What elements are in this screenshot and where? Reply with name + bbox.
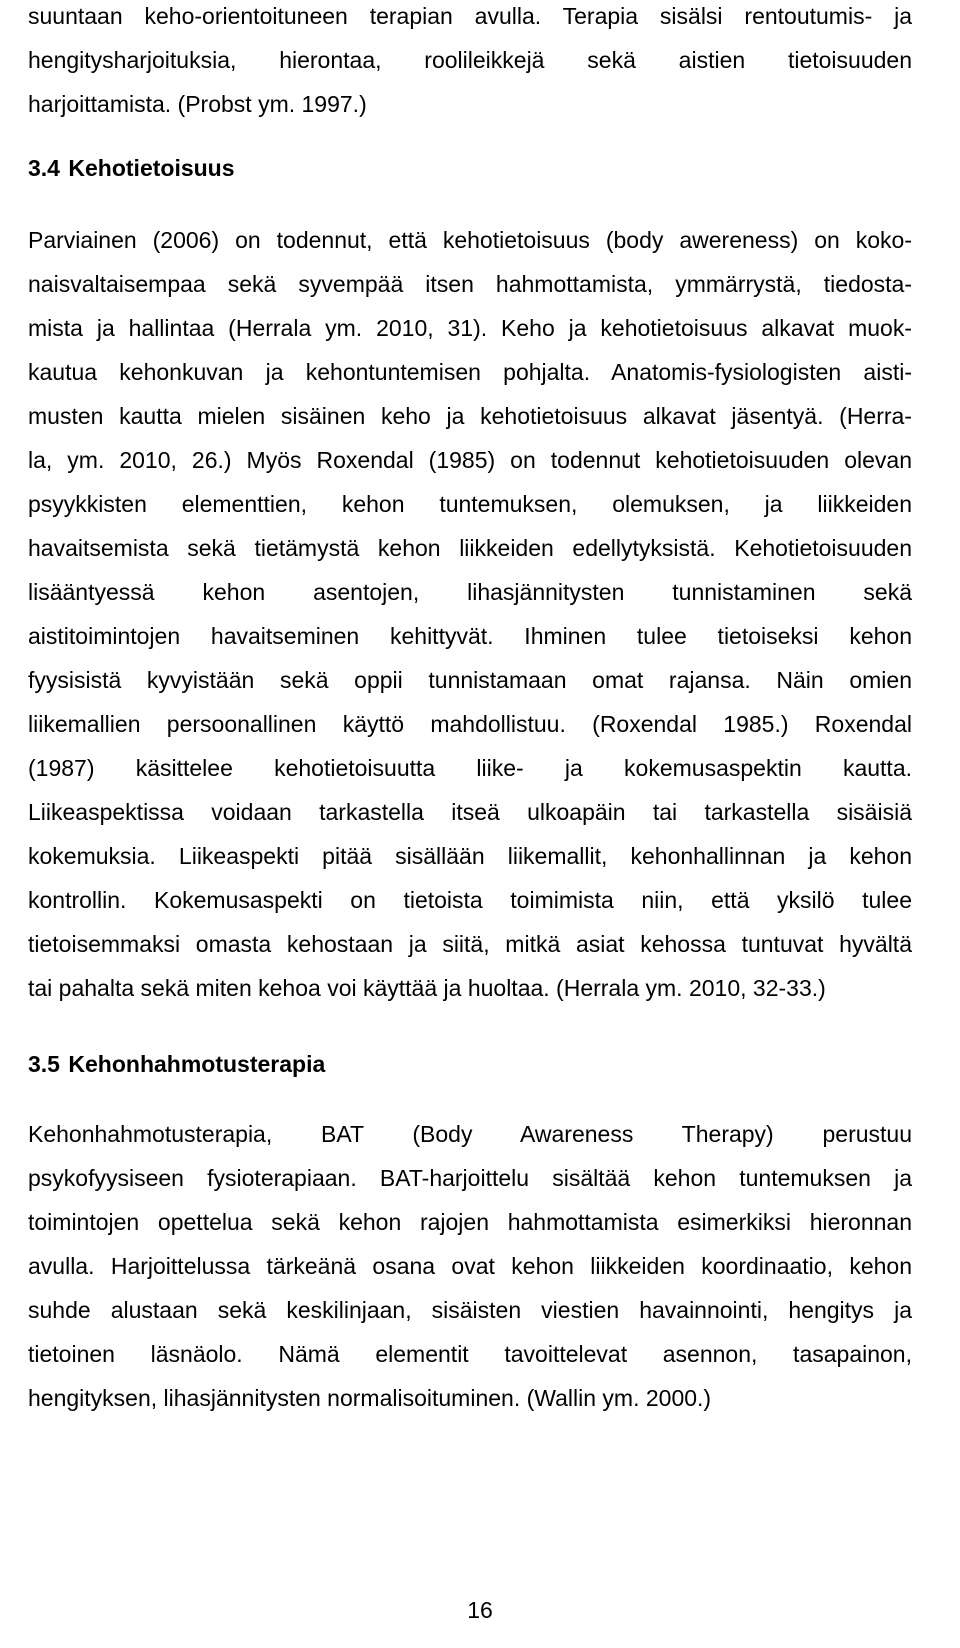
intro-line-3: harjoittamista. (Probst ym. 1997.) [28, 91, 367, 117]
section-3-5-number: 3.5 [28, 1051, 60, 1077]
s34-line-7: psyykkisten elementtien, kehon tuntemuksen, olemuksen, ja liikkeiden [28, 491, 912, 517]
s34-line-6: la, ym. 2010, 26.) Myös Roxendal (1985) on todennut kehotietoisuuden olevan [28, 447, 912, 473]
page-number: 16 [467, 1597, 493, 1623]
s34-line-4: kautua kehonkuvan ja kehontuntemisen pohjalta. Anatomis-fysiologisten aisti- [28, 359, 912, 385]
s34-line-16: kontrollin. Kokemusaspekti on tietoista toimimista niin, että yksilö tulee [28, 887, 912, 913]
section-3-5-paragraph [28, 1112, 912, 1420]
s34-line-1: Parviainen (2006) on todennut, että kehotietoisuus (body awereness) on koko- [28, 227, 912, 253]
s34-line-17: tietoisemmaksi omasta kehostaan ja siitä, mitkä asiat kehossa tuntuvat hyvältä [28, 931, 912, 957]
section-3-4-heading [28, 146, 235, 190]
s35-line-3: toimintojen opettelua sekä kehon rajojen hahmottamista esimerkiksi hieronnan [28, 1209, 912, 1235]
section-3-4-paragraph [28, 218, 912, 1010]
s34-line-2: naisvaltaisempaa sekä syvempää itsen hahmottamista, ymmärrystä, tiedosta- [28, 271, 912, 297]
s34-line-8: havaitsemista sekä tietämystä kehon liikkeiden edellytyksistä. Kehotietoisuuden [28, 535, 912, 561]
s35-line-5: suhde alustaan sekä keskilinjaan, sisäisten viestien havainnointi, hengitys ja [28, 1297, 912, 1323]
s34-line-3: mista ja hallintaa (Herrala ym. 2010, 31). Keho ja kehotietoisuus alkavat muok- [28, 315, 912, 341]
s34-line-18: tai pahalta sekä miten kehoa voi käyttää ja huoltaa. (Herrala ym. 2010, 32-33.) [28, 975, 826, 1001]
s35-line-6: tietoinen läsnäolo. Nämä elementit tavoittelevat asennon, tasapainon, [28, 1341, 912, 1367]
s34-line-5: musten kautta mielen sisäinen keho ja kehotietoisuus alkavat jäsentyä. (Herra- [28, 403, 912, 429]
s35-line-1: Kehonhahmotusterapia, BAT (Body Awareness Therapy) perustuu [28, 1121, 912, 1147]
s35-line-7: hengityksen, lihasjännitysten normalisoituminen. (Wallin ym. 2000.) [28, 1385, 712, 1411]
intro-line-1: suuntaan keho-orientoituneen terapian avulla. Terapia sisälsi rentoutumis- ja [28, 3, 912, 29]
section-3-4-number: 3.4 [28, 155, 60, 181]
s34-line-9: lisääntyessä kehon asentojen, lihasjännitysten tunnistaminen sekä [28, 579, 912, 605]
section-3-5-heading [28, 1042, 325, 1086]
s34-line-12: liikemallien persoonallinen käyttö mahdollistuu. (Roxendal 1985.) Roxendal [28, 711, 912, 737]
s34-line-10: aistitoimintojen havaitseminen kehittyvät. Ihminen tulee tietoiseksi kehon [28, 623, 912, 649]
s34-line-11: fyysisistä kyvyistään sekä oppii tunnistamaan omat rajansa. Näin omien [28, 667, 912, 693]
s35-line-4: avulla. Harjoittelussa tärkeänä osana ovat kehon liikkeiden koordinaatio, kehon [28, 1253, 912, 1279]
intro-line-2: hengitysharjoituksia, hierontaa, roolileikkejä sekä aistien tietoisuuden [28, 47, 912, 73]
s34-line-14: Liikeaspektissa voidaan tarkastella itseä ulkoapäin tai tarkastella sisäisiä [28, 799, 912, 825]
section-3-4-title: Kehotietoisuus [68, 155, 235, 181]
intro-paragraph [28, 0, 912, 126]
s35-line-2: psykofyysiseen fysioterapiaan. BAT-harjoittelu sisältää kehon tuntemuksen ja [28, 1165, 912, 1191]
s34-line-13: (1987) käsittelee kehotietoisuutta liike- ja kokemusaspektin kautta. [28, 755, 912, 781]
section-3-5-title: Kehonhahmotusterapia [68, 1051, 326, 1077]
s34-line-15: kokemuksia. Liikeaspekti pitää sisällään liikemallit, kehonhallinnan ja kehon [28, 843, 912, 869]
